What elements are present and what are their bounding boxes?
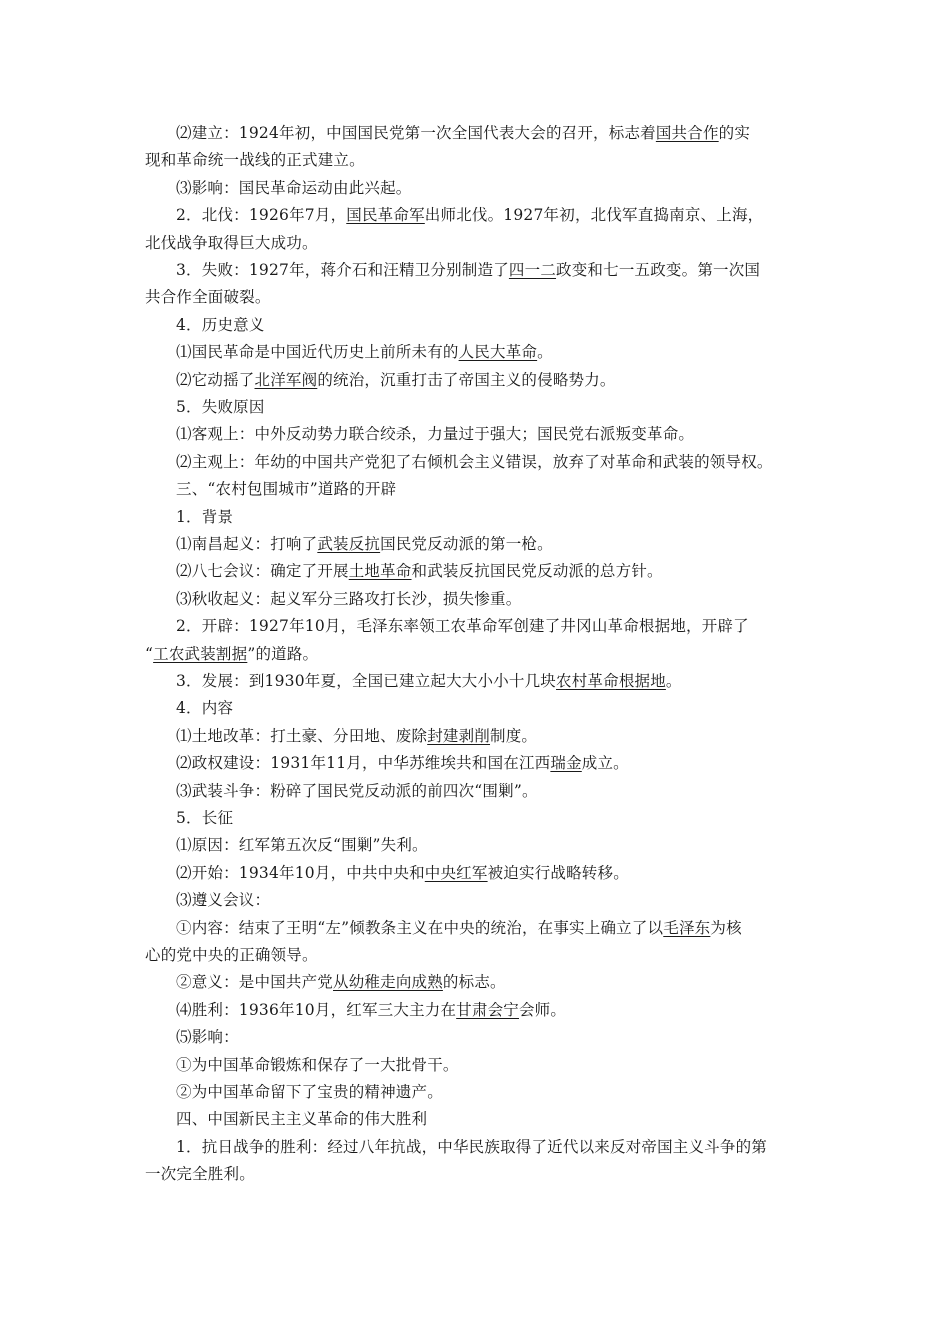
text-run: 的标志。 bbox=[442, 973, 506, 992]
text-line bbox=[176, 397, 265, 417]
text-run: 三、“农村包围城市”道路的开辟 bbox=[176, 480, 397, 499]
text-run: ⑶遵义会议： bbox=[176, 891, 271, 910]
text-run: 4．历史意义 bbox=[176, 315, 265, 334]
text-line bbox=[176, 342, 553, 362]
text-run: 为核 bbox=[710, 918, 742, 937]
text-run: 2．开辟：1927年10月，毛泽东率领工农革命军创建了井冈山革命根据地，开辟了 bbox=[176, 617, 749, 636]
text-line bbox=[176, 123, 750, 143]
text-run: 制度。 bbox=[490, 726, 538, 745]
text-run: ⑵政权建设：1931年11月，中华苏维埃共和国在江西 bbox=[176, 754, 551, 773]
underlined-term: 瑞金 bbox=[550, 754, 582, 773]
text-run: 会师。 bbox=[518, 1000, 567, 1019]
text-line bbox=[176, 1000, 566, 1020]
text-line bbox=[176, 1027, 239, 1047]
text-run: ①内容：结束了王明“左”倾教条主义在中央的统治，在事实上确立了以 bbox=[176, 918, 664, 937]
text-run: 5．失败原因 bbox=[176, 398, 265, 416]
text-line bbox=[176, 452, 773, 472]
text-run: 一次完全胜利。 bbox=[145, 1165, 255, 1184]
underlined-term: 国共合作 bbox=[655, 124, 719, 142]
underlined-term: 人民大革命 bbox=[458, 343, 538, 362]
underlined-term: 中央红军 bbox=[424, 863, 488, 882]
text-run: ②为中国革命留下了宝贵的精神遗产。 bbox=[176, 1083, 443, 1101]
text-run: ⑷胜利：1936年10月，红军三大主力在 bbox=[176, 1000, 457, 1019]
text-run: ⑶武装斗争：粉碎了国民党反动派的前四次“围剿”。 bbox=[176, 781, 538, 800]
text-run: ⑵开始：1934年10月，中共中央和 bbox=[176, 863, 425, 882]
text-run: ⑴国民革命是中国近代历史上前所未有的 bbox=[176, 343, 459, 362]
text-line bbox=[176, 835, 428, 855]
text-line bbox=[145, 644, 318, 664]
text-run: ⑵它动摇了 bbox=[176, 370, 255, 389]
text-run: 。 bbox=[665, 672, 682, 690]
text-run: “ bbox=[145, 644, 154, 663]
text-run: 政变和七一五政变。第一次国 bbox=[556, 261, 761, 279]
text-run: ⑶秋收起义：起义军分三路攻打长沙，损失惨重。 bbox=[176, 589, 522, 608]
text-run: 3．失败：1927年，蒋介石和汪精卫分别制造了 bbox=[176, 261, 509, 279]
text-line bbox=[145, 945, 318, 965]
text-line bbox=[176, 1082, 443, 1102]
underlined-term: 农村革命根据地 bbox=[556, 672, 666, 690]
text-run: ⑵建立：1924年初，中国国民党第一次全国代表大会的召开，标志着 bbox=[176, 124, 656, 142]
text-run: 共合作全面破裂。 bbox=[145, 288, 271, 307]
text-run: 的实 bbox=[718, 124, 751, 142]
text-line bbox=[176, 589, 521, 609]
underlined-term: 北洋军阀 bbox=[254, 370, 318, 389]
text-line bbox=[176, 808, 233, 828]
text-line bbox=[176, 671, 682, 691]
text-line bbox=[176, 534, 553, 554]
text-run: 1．抗日战争的胜利：经过八年抗战，中华民族取得了近代以来反对帝国主义斗争的第 bbox=[176, 1137, 767, 1156]
underlined-term: 从幼稚走向成熟 bbox=[333, 973, 443, 992]
text-run: 。 bbox=[537, 343, 553, 362]
text-line bbox=[176, 205, 763, 225]
underlined-term: 武装反抗 bbox=[317, 535, 381, 553]
text-run: ⑸影响： bbox=[176, 1028, 239, 1047]
text-line bbox=[176, 260, 760, 280]
text-line bbox=[176, 561, 663, 581]
text-run: 2．北伐：1926年7月， bbox=[176, 206, 347, 225]
underlined-term: 封建剥削 bbox=[427, 726, 491, 745]
text-run: ②意义：是中国共产党 bbox=[176, 973, 334, 992]
text-run: ⑵八七会议：确定了开展 bbox=[176, 562, 349, 581]
text-line bbox=[176, 698, 233, 718]
text-line bbox=[176, 479, 396, 499]
text-run: 被迫实行战略转移。 bbox=[487, 863, 629, 882]
text-run: 1．背景 bbox=[176, 507, 234, 526]
text-line bbox=[176, 753, 629, 773]
text-run: ⑵主观上：年幼的中国共产党犯了右倾机会主义错误，放弃了对革命和武装的领导权。 bbox=[176, 452, 773, 471]
text-line bbox=[176, 863, 629, 883]
text-line bbox=[176, 1137, 767, 1157]
underlined-term: 土地革命 bbox=[348, 562, 412, 581]
text-run: ⑶影响：国民革命运动由此兴起。 bbox=[176, 178, 412, 197]
text-run: ”的道路。 bbox=[247, 644, 319, 663]
text-run: 和武装反抗国民党反动派的总方针。 bbox=[411, 562, 663, 581]
text-run: 4．内容 bbox=[176, 699, 234, 718]
underlined-term: 甘肃会宁 bbox=[456, 1000, 519, 1019]
underlined-term: 国民革命军 bbox=[346, 206, 425, 225]
text-run: ⑴土地改革：打土豪、分田地、废除 bbox=[176, 726, 428, 745]
text-line bbox=[176, 890, 270, 910]
text-run: 5．长征 bbox=[176, 809, 234, 827]
text-line bbox=[145, 287, 271, 307]
text-line bbox=[176, 370, 616, 390]
text-run: 的统治，沉重打击了帝国主义的侵略势力。 bbox=[317, 370, 616, 389]
text-run: 国民党反动派的第一枪。 bbox=[380, 535, 553, 553]
underlined-term: 毛泽东 bbox=[663, 918, 711, 937]
text-line bbox=[176, 315, 265, 335]
text-line bbox=[176, 918, 742, 938]
text-run: ⑴南昌起义：打响了 bbox=[176, 535, 318, 553]
text-run: 北伐战争取得巨大成功。 bbox=[145, 233, 318, 252]
text-line bbox=[176, 1109, 427, 1129]
text-line bbox=[145, 1164, 255, 1184]
text-run: 成立。 bbox=[581, 754, 629, 773]
text-line bbox=[176, 1055, 459, 1075]
text-line bbox=[176, 972, 506, 992]
text-line bbox=[176, 507, 233, 527]
text-line bbox=[145, 233, 318, 253]
text-run: 现和革命统一战线的正式建立。 bbox=[145, 151, 365, 170]
text-run: 出师北伐。1927年初，北伐军直捣南京、上海， bbox=[424, 206, 764, 225]
text-run: ⑴客观上：中外反动势力联合绞杀，力量过于强大；国民党右派叛变革命。 bbox=[176, 425, 695, 444]
underlined-term: 工农武装割据 bbox=[153, 644, 248, 663]
text-line bbox=[176, 178, 412, 198]
text-run: 3．发展：到1930年夏，全国已建立起大大小小十几块 bbox=[176, 672, 557, 690]
text-run: 心的党中央的正确领导。 bbox=[145, 946, 318, 964]
text-line bbox=[176, 424, 694, 444]
text-line bbox=[176, 726, 537, 746]
text-line bbox=[176, 781, 538, 801]
text-run: ①为中国革命锻炼和保存了一大批骨干。 bbox=[176, 1055, 459, 1074]
text-line bbox=[145, 150, 365, 170]
underlined-term: 四一二 bbox=[508, 261, 557, 279]
text-run: ⑴原因：红军第五次反“围剿”失利。 bbox=[176, 836, 428, 855]
text-line bbox=[176, 616, 749, 636]
text-run: 四、中国新民主主义革命的伟大胜利 bbox=[176, 1110, 428, 1129]
